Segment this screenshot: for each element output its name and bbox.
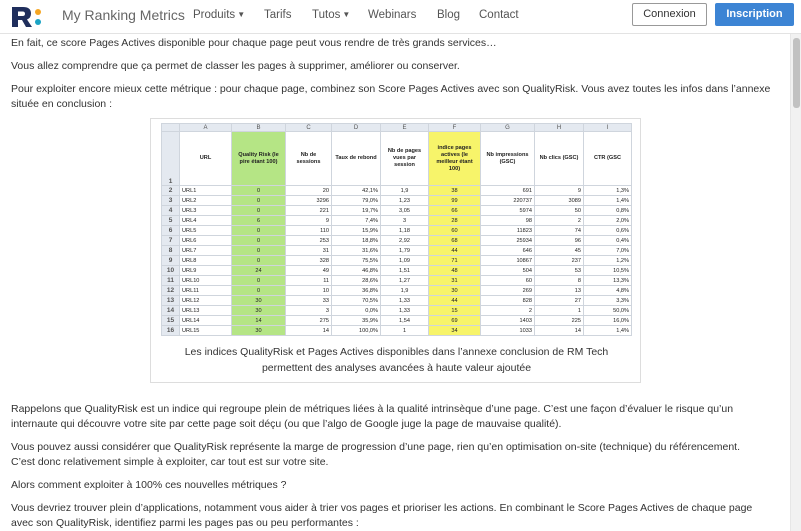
table-cell: 0 bbox=[232, 236, 286, 246]
table-cell: 1,54 bbox=[381, 316, 429, 326]
table-cell: URL6 bbox=[180, 236, 232, 246]
table-cell: URL2 bbox=[180, 196, 232, 206]
table-cell: 0,0% bbox=[332, 306, 381, 316]
table-row bbox=[162, 206, 632, 216]
table-cell: 14 bbox=[535, 326, 584, 336]
spreadsheet-figure bbox=[150, 118, 641, 383]
table-cell: 71 bbox=[429, 256, 481, 266]
table-cell: 33 bbox=[286, 296, 332, 306]
table-cell: URL13 bbox=[180, 306, 232, 316]
table-cell: 691 bbox=[481, 186, 535, 196]
table-cell: 0 bbox=[232, 246, 286, 256]
table-cell: 60 bbox=[481, 276, 535, 286]
table-cell: 49 bbox=[286, 266, 332, 276]
table-cell: 14 bbox=[232, 316, 286, 326]
table-row bbox=[162, 216, 632, 226]
table-cell: 96 bbox=[535, 236, 584, 246]
row-number: 13 bbox=[162, 296, 180, 306]
column-header: Quality Risk (le pire étant 100) bbox=[232, 132, 286, 186]
table-cell: 99 bbox=[429, 196, 481, 206]
column-header: Taux de rebond bbox=[332, 132, 381, 186]
table-cell: 46,8% bbox=[332, 266, 381, 276]
row-number: 14 bbox=[162, 306, 180, 316]
table-cell: 75,5% bbox=[332, 256, 381, 266]
table-cell: 74 bbox=[535, 226, 584, 236]
table-cell: 44 bbox=[429, 296, 481, 306]
table-cell: 79,0% bbox=[332, 196, 381, 206]
table-row bbox=[162, 266, 632, 276]
table-cell: 35,9% bbox=[332, 316, 381, 326]
table-cell: 220737 bbox=[481, 196, 535, 206]
table-cell: 0 bbox=[232, 226, 286, 236]
table-cell: 1,3% bbox=[584, 186, 632, 196]
table-cell: 69 bbox=[429, 316, 481, 326]
table-cell: 237 bbox=[535, 256, 584, 266]
table-cell: 10867 bbox=[481, 256, 535, 266]
row-number: 12 bbox=[162, 286, 180, 296]
table-cell: 15,9% bbox=[332, 226, 381, 236]
table-cell: 1,33 bbox=[381, 296, 429, 306]
sheet-column-letters bbox=[162, 124, 632, 132]
table-cell: 34 bbox=[429, 326, 481, 336]
table-cell: 221 bbox=[286, 206, 332, 216]
column-letter: A bbox=[180, 124, 232, 132]
column-letter: E bbox=[381, 124, 429, 132]
table-cell: 10,5% bbox=[584, 266, 632, 276]
table-cell: 68 bbox=[429, 236, 481, 246]
table-cell: 30 bbox=[232, 326, 286, 336]
table-cell: 1,9 bbox=[381, 186, 429, 196]
table-cell: 31 bbox=[429, 276, 481, 286]
table-cell: 1,9 bbox=[381, 286, 429, 296]
table-cell: 30 bbox=[232, 296, 286, 306]
table-cell: 30 bbox=[232, 306, 286, 316]
top-navbar bbox=[0, 0, 801, 34]
table-cell: 5974 bbox=[481, 206, 535, 216]
table-row bbox=[162, 226, 632, 236]
table-cell: 8 bbox=[535, 276, 584, 286]
table-cell: 11823 bbox=[481, 226, 535, 236]
nav-webinars[interactable]: Webinars bbox=[368, 9, 417, 21]
table-row bbox=[162, 236, 632, 246]
table-cell: 28,6% bbox=[332, 276, 381, 286]
table-cell: 3,3% bbox=[584, 296, 632, 306]
figure-caption: Les indices QualityRisk et Pages Actives disponibles dans l’annexe conclusion de RM Tech bbox=[184, 346, 609, 358]
table-cell: 10 bbox=[286, 286, 332, 296]
table-row bbox=[162, 276, 632, 286]
table-cell: 275 bbox=[286, 316, 332, 326]
table-cell: 45 bbox=[535, 246, 584, 256]
column-letter: C bbox=[286, 124, 332, 132]
table-row bbox=[162, 316, 632, 326]
table-cell: 2 bbox=[535, 216, 584, 226]
paragraph: internaute qui découvre votre site par cette page soit déçu (ou que l’algo de Google juge la page de mauvaise qualité). bbox=[11, 418, 562, 430]
table-cell: 0 bbox=[232, 286, 286, 296]
paragraph: C’est donc relativement simple à exploiter, car tout est sur votre site. bbox=[11, 456, 329, 468]
table-cell: 9 bbox=[535, 186, 584, 196]
table-row bbox=[162, 196, 632, 206]
table-cell: URL10 bbox=[180, 276, 232, 286]
sheet-header-row bbox=[162, 132, 632, 186]
logo-icon[interactable] bbox=[10, 5, 44, 29]
table-cell: URL11 bbox=[180, 286, 232, 296]
column-header: URL bbox=[180, 132, 232, 186]
table-cell: 4,8% bbox=[584, 286, 632, 296]
table-cell: 16,0% bbox=[584, 316, 632, 326]
table-cell: 28 bbox=[429, 216, 481, 226]
table-cell: 14 bbox=[286, 326, 332, 336]
table-cell: URL9 bbox=[180, 266, 232, 276]
table-cell: URL4 bbox=[180, 216, 232, 226]
table-cell: 18,8% bbox=[332, 236, 381, 246]
row-number: 1 bbox=[162, 132, 180, 186]
row-number: 11 bbox=[162, 276, 180, 286]
table-cell: 1,2% bbox=[584, 256, 632, 266]
table-cell: 42,1% bbox=[332, 186, 381, 196]
column-letter: G bbox=[481, 124, 535, 132]
table-cell: 504 bbox=[481, 266, 535, 276]
table-cell: 6 bbox=[232, 216, 286, 226]
table-cell: 25934 bbox=[481, 236, 535, 246]
table-cell: 11 bbox=[286, 276, 332, 286]
table-cell: 48 bbox=[429, 266, 481, 276]
table-cell: 38 bbox=[429, 186, 481, 196]
table-cell: URL3 bbox=[180, 206, 232, 216]
table-cell: 1,23 bbox=[381, 196, 429, 206]
table-cell: 13,3% bbox=[584, 276, 632, 286]
row-number: 5 bbox=[162, 216, 180, 226]
table-cell: 70,5% bbox=[332, 296, 381, 306]
table-cell: 7,4% bbox=[332, 216, 381, 226]
brand-name[interactable]: My Ranking Metrics bbox=[62, 7, 185, 23]
table-cell: 20 bbox=[286, 186, 332, 196]
table-cell: URL8 bbox=[180, 256, 232, 266]
table-cell: 0 bbox=[232, 196, 286, 206]
table-cell: 50 bbox=[535, 206, 584, 216]
table-cell: 1,09 bbox=[381, 256, 429, 266]
table-cell: 1,4% bbox=[584, 196, 632, 206]
paragraph: En fait, ce score Pages Actives disponible pour chaque page peut vous rendre de très grands services… bbox=[11, 37, 497, 49]
table-cell: URL12 bbox=[180, 296, 232, 306]
table-cell: 1403 bbox=[481, 316, 535, 326]
table-cell: 646 bbox=[481, 246, 535, 256]
row-number: 7 bbox=[162, 236, 180, 246]
signup-button[interactable]: Inscription bbox=[715, 3, 794, 26]
table-cell: 15 bbox=[429, 306, 481, 316]
caret-down-icon: ▼ bbox=[237, 10, 246, 19]
table-row bbox=[162, 306, 632, 316]
table-cell: 3 bbox=[381, 216, 429, 226]
table-cell: 328 bbox=[286, 256, 332, 266]
column-header: CTR (GSC bbox=[584, 132, 632, 186]
paragraph: Pour exploiter encore mieux cette métrique : pour chaque page, combinez son Score Pages Actives avec son QualityRisk. Vous avez toutes les infos dans l’annexe bbox=[11, 83, 771, 95]
column-letter: H bbox=[535, 124, 584, 132]
table-cell: 2,92 bbox=[381, 236, 429, 246]
table-cell: 31 bbox=[286, 246, 332, 256]
table-cell: 0 bbox=[232, 206, 286, 216]
table-cell: 19,7% bbox=[332, 206, 381, 216]
table-cell: 0 bbox=[232, 186, 286, 196]
table-cell: 269 bbox=[481, 286, 535, 296]
table-cell: 828 bbox=[481, 296, 535, 306]
table-cell: 225 bbox=[535, 316, 584, 326]
table-row bbox=[162, 256, 632, 266]
nav-tutos-label: Tutos bbox=[312, 9, 341, 21]
row-number: 8 bbox=[162, 246, 180, 256]
table-cell: 2 bbox=[481, 306, 535, 316]
table-cell: 1 bbox=[381, 326, 429, 336]
table-cell: 1 bbox=[535, 306, 584, 316]
table-cell: URL5 bbox=[180, 226, 232, 236]
table-cell: 24 bbox=[232, 266, 286, 276]
table-cell: 98 bbox=[481, 216, 535, 226]
paragraph: Vous pouvez aussi considérer que QualityRisk représente la marge de progression d’une page, rien qu’en optimisation on-site (technique) du référencement. bbox=[11, 441, 741, 453]
paragraph: Rappelons que QualityRisk est un indice qui regroupe plein de métriques liées à la qualité intrinsèque d’une page. C’est une façon d’évaluer le risque qu’un bbox=[11, 403, 734, 415]
table-cell: 30 bbox=[429, 286, 481, 296]
table-cell: 66 bbox=[429, 206, 481, 216]
table-cell: URL15 bbox=[180, 326, 232, 336]
nav-tutos[interactable] bbox=[312, 9, 350, 21]
spreadsheet-image bbox=[161, 123, 632, 336]
table-cell: 110 bbox=[286, 226, 332, 236]
table-cell: 53 bbox=[535, 266, 584, 276]
table-cell: URL14 bbox=[180, 316, 232, 326]
column-letter bbox=[162, 124, 180, 132]
table-cell: 3296 bbox=[286, 196, 332, 206]
table-cell: 0,8% bbox=[584, 206, 632, 216]
table-cell: 1,27 bbox=[381, 276, 429, 286]
nav-produits-label: Produits bbox=[193, 9, 236, 21]
table-row bbox=[162, 246, 632, 256]
row-number: 10 bbox=[162, 266, 180, 276]
row-number: 3 bbox=[162, 196, 180, 206]
row-number: 9 bbox=[162, 256, 180, 266]
figure-caption: permettent des analyses avancées à haute valeur ajoutée bbox=[261, 362, 532, 374]
table-cell: 31,6% bbox=[332, 246, 381, 256]
table-cell: 1033 bbox=[481, 326, 535, 336]
table-cell: 1,51 bbox=[381, 266, 429, 276]
table-cell: URL1 bbox=[180, 186, 232, 196]
row-number: 16 bbox=[162, 326, 180, 336]
paragraph: avec son QualityRisk, identifiez parmi les pages pas ou peu performantes : bbox=[11, 517, 359, 529]
table-cell: 1,18 bbox=[381, 226, 429, 236]
table-cell: URL7 bbox=[180, 246, 232, 256]
table-cell: 1,4% bbox=[584, 326, 632, 336]
nav-contact[interactable]: Contact bbox=[479, 9, 519, 21]
login-button[interactable]: Connexion bbox=[632, 3, 707, 26]
column-letter: I bbox=[584, 124, 632, 132]
column-header: Nb clics (GSC) bbox=[535, 132, 584, 186]
table-cell: 44 bbox=[429, 246, 481, 256]
table-cell: 3 bbox=[286, 306, 332, 316]
table-cell: 36,8% bbox=[332, 286, 381, 296]
row-number: 15 bbox=[162, 316, 180, 326]
table-cell: 0,4% bbox=[584, 236, 632, 246]
column-letter: B bbox=[232, 124, 286, 132]
row-number: 6 bbox=[162, 226, 180, 236]
table-cell: 1,79 bbox=[381, 246, 429, 256]
row-number: 4 bbox=[162, 206, 180, 216]
column-header: Nb impressions (GSC) bbox=[481, 132, 535, 186]
table-cell: 1,33 bbox=[381, 306, 429, 316]
table-row bbox=[162, 326, 632, 336]
table-cell: 0,6% bbox=[584, 226, 632, 236]
table-cell: 50,0% bbox=[584, 306, 632, 316]
table-cell: 2,0% bbox=[584, 216, 632, 226]
page-scrollbar[interactable] bbox=[790, 34, 801, 531]
column-header: indice pages actives (le meilleur étant 100) bbox=[429, 132, 481, 186]
table-cell: 27 bbox=[535, 296, 584, 306]
column-header: Nb de pages vues par session bbox=[381, 132, 429, 186]
table-row bbox=[162, 286, 632, 296]
table-cell: 3,05 bbox=[381, 206, 429, 216]
table-row bbox=[162, 186, 632, 196]
nav-produits[interactable] bbox=[193, 9, 245, 21]
paragraph: Vous allez comprendre que ça permet de classer les pages à supprimer, améliorer ou conserver. bbox=[11, 60, 460, 72]
table-cell: 60 bbox=[429, 226, 481, 236]
nav-tarifs[interactable]: Tarifs bbox=[264, 9, 292, 21]
paragraph: située en conclusion : bbox=[11, 98, 112, 110]
caret-down-icon: ▼ bbox=[342, 10, 351, 19]
nav-blog[interactable]: Blog bbox=[437, 9, 461, 21]
table-cell: 3089 bbox=[535, 196, 584, 206]
table-cell: 13 bbox=[535, 286, 584, 296]
table-cell: 100,0% bbox=[332, 326, 381, 336]
table-cell: 0 bbox=[232, 276, 286, 286]
paragraph: Alors comment exploiter à 100% ces nouvelles métriques ? bbox=[11, 479, 287, 491]
scrollbar-thumb[interactable] bbox=[793, 38, 800, 108]
table-cell: 7,0% bbox=[584, 246, 632, 256]
paragraph: Vous devriez trouver plein d’applications, notamment vous aider à trier vos pages et prioriser les actions. En combinant le Score Pages Actives de chaque page bbox=[11, 502, 753, 514]
column-letter: F bbox=[429, 124, 481, 132]
row-number: 2 bbox=[162, 186, 180, 196]
table-row bbox=[162, 296, 632, 306]
table-cell: 253 bbox=[286, 236, 332, 246]
column-letter: D bbox=[332, 124, 381, 132]
column-header: Nb de sessions bbox=[286, 132, 332, 186]
table-cell: 0 bbox=[232, 256, 286, 266]
table-cell: 9 bbox=[286, 216, 332, 226]
